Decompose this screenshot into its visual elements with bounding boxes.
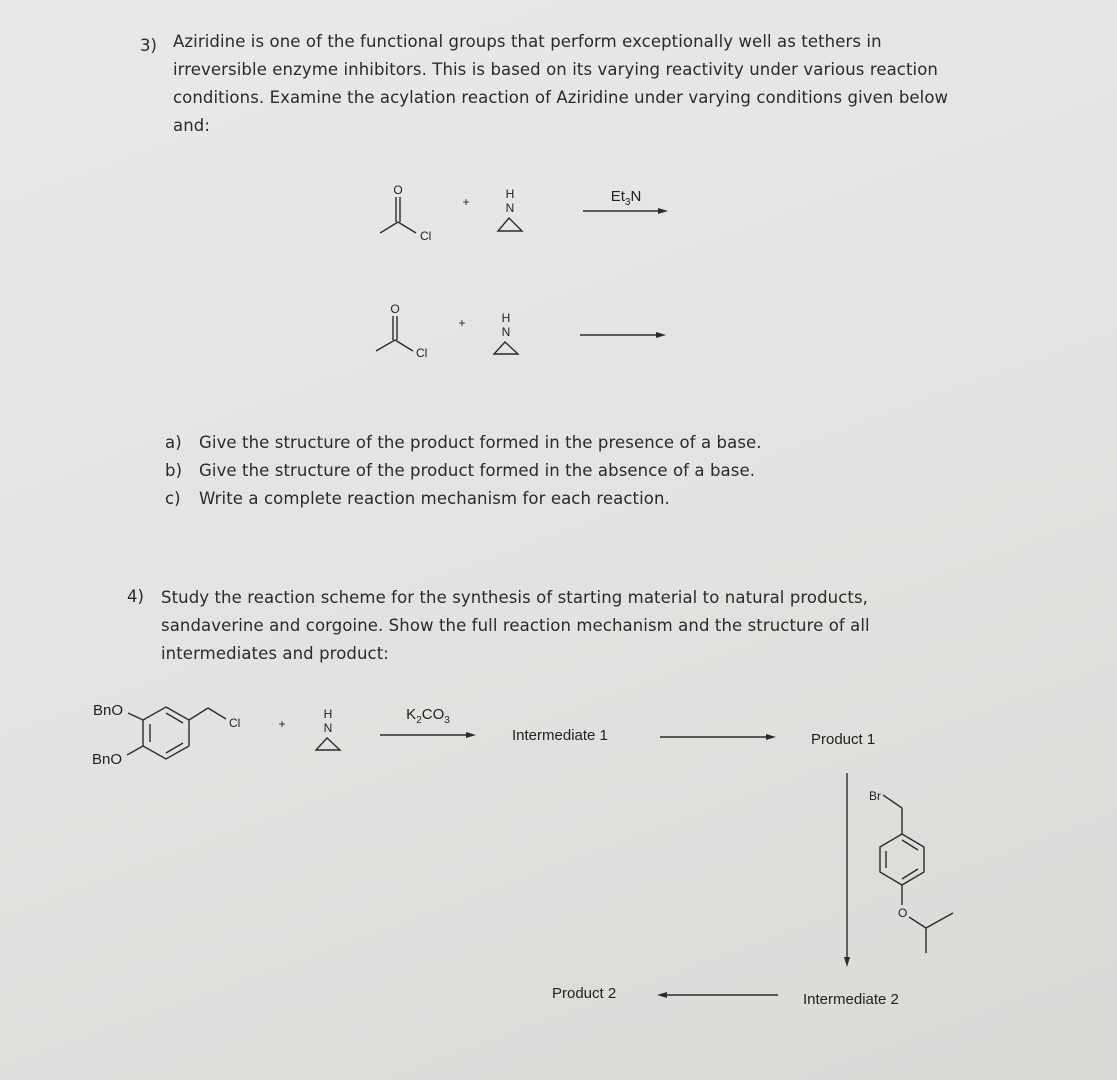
subquestion-letter: b) (165, 461, 183, 480)
plus-sign: + (278, 717, 286, 731)
q3-line: irreversible enzyme inhibitors. This is based on its varying reactivity under various reaction (173, 60, 938, 79)
reaction-arrow-1 (583, 208, 668, 214)
q3-line: conditions. Examine the acylation reaction of Aziridine under varying conditions given below (173, 88, 949, 107)
br-label: Br (869, 789, 881, 803)
k2co3-label: $K_2CO_3$ (406, 706, 450, 726)
product-1-label: Product 1 (811, 731, 876, 748)
acetyl-chloride-1 (380, 183, 431, 243)
q4-number: 4) (127, 587, 144, 606)
nh-h-label: H (323, 707, 333, 721)
carbonyl-o-label: O (390, 302, 400, 316)
acetyl-chloride-2 (376, 302, 427, 360)
intermediate-2-label: Intermediate 2 (803, 991, 899, 1008)
reaction-arrow-2 (580, 332, 666, 338)
subquestion-a (165, 429, 865, 457)
aziridine-2 (494, 311, 518, 354)
q3-subquestions (165, 429, 865, 513)
reaction-arrow-3 (380, 732, 476, 738)
starting-material (127, 707, 240, 759)
bno-bottom-label: BnO (92, 751, 123, 768)
q4-line: intermediates and product: (161, 644, 389, 663)
subquestion-text: Give the structure of the product formed in the absence of a base. (199, 461, 756, 480)
subquestion-text: Give the structure of the product formed in the presence of a base. (199, 433, 762, 452)
nh-n-label: N (323, 721, 333, 735)
nh-h-label: H (501, 311, 511, 325)
reaction-arrow-6 (657, 992, 778, 998)
q3-line: Aziridine is one of the functional groups that perform exceptionally well as tethers in (173, 32, 882, 51)
plus-sign: + (458, 316, 466, 330)
reagent-label: $Et_3N$ (610, 188, 642, 208)
q4-line: Study the reaction scheme for the synthesis of starting material to natural products, (161, 588, 869, 607)
carbonyl-o-label: O (393, 183, 403, 197)
benzyl-bromide-reagent (869, 789, 953, 953)
intermediate-1-label: Intermediate 1 (512, 727, 608, 744)
q4-prompt (161, 584, 921, 668)
nh-n-label: N (501, 325, 511, 339)
subquestion-letter: a) (165, 433, 182, 452)
subquestion-c (165, 485, 865, 513)
chloride-label: Cl (416, 346, 428, 360)
aziridine-1 (498, 187, 522, 231)
q4-line: sandaverine and corgoine. Show the full reaction mechanism and the structure of all (161, 616, 870, 635)
nh-n-label: N (505, 201, 515, 215)
subquestion-b (165, 457, 865, 485)
reaction-arrow-4 (660, 734, 776, 740)
bno-top-label: BnO (93, 702, 124, 719)
plus-sign: + (462, 195, 470, 209)
reaction-arrow-5 (844, 773, 850, 967)
subquestion-text: Write a complete reaction mechanism for each reaction. (199, 489, 670, 508)
q3-number: 3) (140, 36, 157, 55)
chloride-label: Cl (420, 229, 432, 243)
subquestion-letter: c) (165, 489, 181, 508)
nh-h-label: H (505, 187, 515, 201)
aziridine-3 (316, 707, 340, 750)
q3-line: and: (173, 116, 211, 135)
cl-label: Cl (229, 716, 241, 730)
product-2-label: Product 2 (552, 985, 617, 1002)
ether-o-label: O (898, 906, 908, 920)
